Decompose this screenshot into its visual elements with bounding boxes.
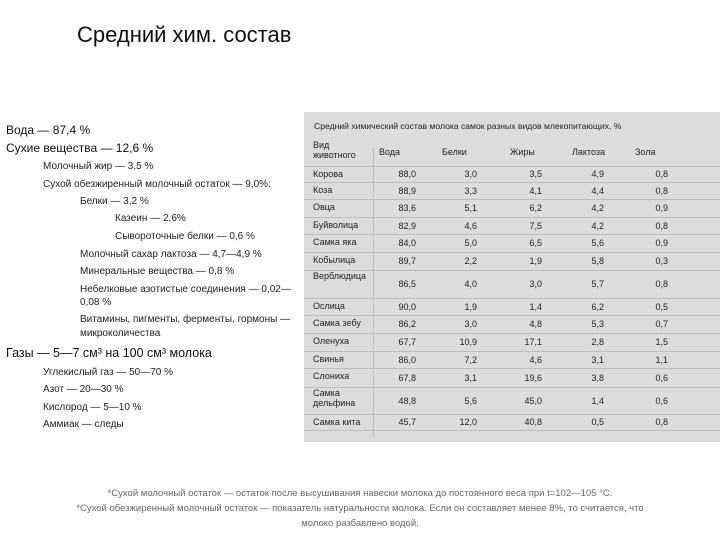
ash-cell: 0,7 [655,319,668,329]
ash-cell: 0,8 [655,279,668,289]
species-cell: Коза [313,185,333,195]
species-cell: Самка кита [313,417,361,427]
species-cell: Корова [313,169,343,179]
header-species: Вид животного [313,140,356,160]
species-cell: Слониха [313,371,350,381]
npn-line-1: Небелковые азотистые соединения — 0,02— [80,284,291,295]
water-cell: 67,8 [398,372,416,383]
protein-cell: 3,0 [464,169,477,179]
fat-cell: 4,8 [529,319,542,329]
table-row [304,315,720,333]
page-title: Средний хим. состав [77,22,292,47]
fat-cell: 45,0 [524,395,542,406]
gases-header: Газы — 5—7 см³ на 100 см³ молока [6,346,212,360]
protein-cell: 4,0 [464,279,477,289]
fat-cell: 19,6 [524,372,542,383]
fat-cell: 17,1 [524,337,542,347]
lactose-cell: 4,4 [591,185,604,196]
water-cell: 84,0 [398,238,416,248]
table-row [304,298,720,315]
lactose-cell: 6,2 [591,301,604,312]
table-row [304,217,720,234]
ash-cell: 0,5 [655,301,668,312]
header-fat: Жиры [510,147,535,157]
table-row [304,270,720,298]
lactose-cell: 4,9 [591,169,604,179]
fat-cell: 6,5 [529,238,542,248]
vitamins-line-1: Витамины, пигменты, ферменты, гормоны — [80,314,291,325]
ash-cell: 0,9 [655,203,668,213]
milk-composition-table [304,112,720,442]
lactose-cell: 1,4 [591,395,604,406]
species-cell: Овца [313,202,335,212]
milk-fat-line: Молочный жир — 3,5 % [43,161,154,172]
ash-cell: 0,8 [655,417,668,427]
header-lactose: Лактоза [572,147,606,157]
oxygen-line: Кислород — 5—10 % [43,402,142,413]
co2-line: Углекислый газ — 50—70 % [43,367,174,378]
fat-cell: 4,6 [529,354,542,365]
table-title: Средний химический состав молока самок разных видов млекопитающих, % [314,121,622,131]
fat-cell: 6,2 [529,203,542,213]
sno-line: Сухой обезжиренный молочный остаток — 9,0%: [43,179,271,190]
table-row [304,234,720,252]
protein-cell: 5,0 [464,238,477,248]
water-cell: 88,0 [398,169,416,179]
water-cell: 86,0 [398,354,416,365]
protein-cell: 12,0 [459,417,477,427]
lactose-cell: 5,7 [591,279,604,289]
water-cell: 90,0 [398,301,416,312]
species-cell: Буйволица [313,220,359,230]
protein-cell: 3,1 [464,372,477,383]
lactose-cell: 4,2 [591,220,604,231]
species-cell: Ослица [313,301,345,311]
table-row [304,414,720,430]
water-cell: 88,9 [398,185,416,196]
protein-cell: 4,6 [464,220,477,231]
casein-line: Казеин — 2,6% [115,213,186,224]
protein-cell: 3,3 [464,185,477,196]
protein-cell: 10,9 [459,337,477,347]
lactose-cell: 2,8 [591,337,604,347]
water-line: Вода — 87,4 % [6,123,91,137]
table-row [304,199,720,217]
species-cell: Самка яка [313,237,357,247]
ash-cell: 0,8 [655,169,668,179]
lactose-cell: 4,2 [591,203,604,213]
lactose-line: Молочный сахар лактоза — 4,7—4,9 % [80,249,262,260]
lactose-cell: 3,1 [591,354,604,365]
protein-line: Белки — 3,2 % [80,196,149,207]
fat-cell: 3,5 [529,169,542,179]
water-cell: 67,7 [398,337,416,347]
header-protein: Белки [442,147,467,157]
lactose-cell: 5,8 [591,256,604,266]
ash-cell: 0,8 [655,220,668,231]
whey-protein-line: Сывороточные белки — 0,6 % [115,231,255,242]
ash-cell: 0,3 [655,256,668,266]
water-cell: 89,7 [398,256,416,266]
ammonia-line: Аммиак — следы [43,419,124,430]
protein-cell: 1,9 [464,301,477,312]
protein-cell: 3,0 [464,319,477,329]
species-cell: Оленуха [313,336,350,346]
protein-cell: 5,6 [464,395,477,406]
species-cell: Свинья [313,354,344,364]
water-cell: 86,5 [398,279,416,289]
table-row [304,387,720,414]
species-cell: Кобылица [313,255,356,265]
species-cell: Самка зебу [313,318,361,328]
water-cell: 86,2 [398,319,416,329]
species-cell: Верблюдица [313,271,367,281]
table-row [304,182,720,199]
fat-cell: 3,0 [529,279,542,289]
table-row [304,368,720,387]
protein-cell: 7,2 [464,354,477,365]
dry-matter-line: Сухие вещества — 12,6 % [6,141,154,155]
water-cell: 48,8 [398,395,416,406]
lactose-cell: 5,3 [591,319,604,329]
fat-cell: 1,4 [529,301,542,312]
ash-cell: 0,6 [655,372,668,383]
ash-cell: 0,6 [655,395,668,406]
lactose-cell: 5,6 [591,238,604,248]
species-cell: Самка дельфина [313,388,356,408]
table-row [304,252,720,270]
table-row [304,166,720,182]
fat-cell: 4,1 [529,185,542,196]
row-separator [304,430,720,431]
fat-cell: 7,5 [529,220,542,231]
ash-cell: 0,8 [655,185,668,196]
fat-cell: 40,8 [524,417,542,427]
table-row [304,351,720,368]
lactose-cell: 3,8 [591,372,604,383]
footnote-3: молоко разбавлено водой. [301,518,419,529]
fat-cell: 1,9 [529,256,542,266]
water-cell: 82,9 [398,220,416,231]
footnote-2: *Сухой обезжиренный молочный остаток — показатель натуральности молока. Если он составляет менее 8%, то считается, что [76,503,644,514]
vitamins-line-2: микроколичества [80,328,161,339]
lactose-cell: 0,5 [591,417,604,427]
header-water: Вода [379,147,401,157]
ash-cell: 1,5 [655,337,668,347]
npn-line-2: 0,08 % [80,297,112,308]
water-cell: 45,7 [398,417,416,427]
minerals-line: Минеральные вещества — 0,8 % [80,266,235,277]
nitrogen-line: Азот — 20—30 % [43,384,124,395]
ash-cell: 1,1 [655,354,668,365]
footnote-1: *Сухой молочный остаток — остаток после высушивания навески молока до постоянного веса при t=102—105 °С. [107,488,613,499]
protein-cell: 2,2 [464,256,477,266]
ash-cell: 0,9 [655,238,668,248]
header-ash: Зола [635,147,656,157]
table-row [304,333,720,351]
water-cell: 83,6 [398,203,416,213]
protein-cell: 5,1 [464,203,477,213]
